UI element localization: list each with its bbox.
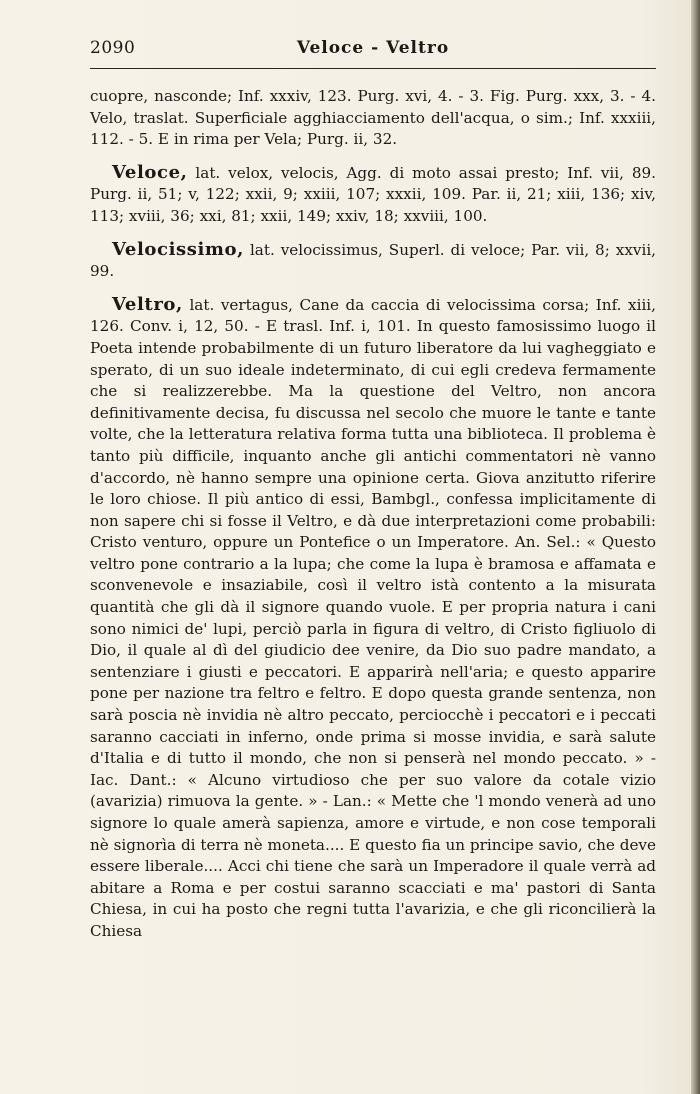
page-number: 2090	[90, 38, 136, 58]
header-rule	[90, 68, 656, 69]
entry-text: lat. velox, velocis, Agg. di moto assai presto; Inf. vii, 89. Purg. ii, 51; v, 122; xxii, 9; xxiii, 107; xxxii, 109. Par. ii, 21; xiii, 136; xiv, 113; xviii, 36; xxi, 81; xxii, 149; xxiv, 18; xxviii, 100.	[90, 163, 656, 225]
entry-velocissimo	[90, 239, 656, 283]
running-head: Veloce - Veltro	[296, 38, 450, 58]
headword: Veltro,	[112, 293, 183, 315]
entry-text: lat. vertagus, Cane da caccia di velocissima corsa; Inf. xiii, 126. Conv. i, 12, 50. - E trasl. Inf. i, 101. In questo famosissimo luogo il Poeta intende probabilmente di un futuro liberatore da lui vagheggiato e sperato, di un suo ideale indeterminato, di cui egli credeva fermamente che si realizzerebbe. Ma la questione del Veltro, non ancora definitivamente decisa, fu discussa nel secolo che muore le tante e tante volte, che la letteratura relativa forma tutta una biblioteca. Il problema è tanto più difficile, inquanto anche gli antichi commentatori nè vanno d'accordo, nè hanno sempre una opinione certa. Giova anzitutto riferire le loro chiose. Il più antico di essi, Bambgl., confessa implicitamente di non sapere chi si fosse il Veltro, e dà due interpretazioni come probabili: Cristo venturo, oppure un Pontefice o un Imperatore. An. Sel.: « Questo veltro pone contrario a la lupa; che come la lupa è bramosa e affamata e sconvenevole e insaziabile, così il veltro istà contento a la misurata quantità che gli dà il signore quando vuole. E per propria natura i cani sono nimici de' lupi, perciò parla in figura di veltro, di Cristo figliuolo di Dio, il quale al dì del giudicio dee venire, da Dio suo padre mandato, a sentenziare i giusti e peccatori. E apparirà nell'aria; e questo apparire pone per nazione tra feltro e feltro. E dopo questa grande sentenza, non sarà poscia nè invidia nè altro peccato, perciocchè i peccatori e i peccati saranno cacciati in inferno, onde prima si mosse invidia, e sarà salute d'Italia e di tutto il mondo, che non si penserà nel mondo peccato. » - Iac. Dant.: « Alcuno virtudioso che per suo valore da cotale vizio (avarizia) rimuova la gente. » - Lan.: « Mette che 'l mondo venerà ad uno signore lo quale amerà sapienza, amore e virtude, e non cose temporali nè signorìa di terra nè moneta.... E questo fia un principe savio, che deve essere liberale.... Acci chi tiene che sarà un Imperadore il quale verrà ad abitare a Roma e per costui saranno scacciati e ma' pastori di Santa Chiesa, in cui ha posto che regni tutta l'avarizia, e che gli riconcilierà la Chiesa	[90, 295, 656, 940]
entry-text: lat. velocissimus, Superl. di veloce; Par. vii, 8; xxvii, 99.	[90, 240, 657, 281]
headword: Velocissimo,	[112, 238, 245, 260]
headword: Veloce,	[112, 161, 188, 183]
paragraph-continuation	[90, 86, 656, 151]
entry-veloce	[90, 162, 656, 228]
page-header	[90, 38, 656, 66]
paragraph-text: cuopre, nasconde; Inf. xxxiv, 123. Purg. xvi, 4. - 3. Fig. Purg. xxx, 3. - 4. Velo, traslat. Superficiale agghiacciamento dell'acqua, o sim.; Inf. xxxiii, 112. - 5. E in rima per Vela; Purg. ii, 32.	[90, 87, 656, 149]
entry-veltro	[90, 294, 656, 943]
body-text	[90, 86, 656, 954]
page-edge	[691, 0, 700, 1094]
